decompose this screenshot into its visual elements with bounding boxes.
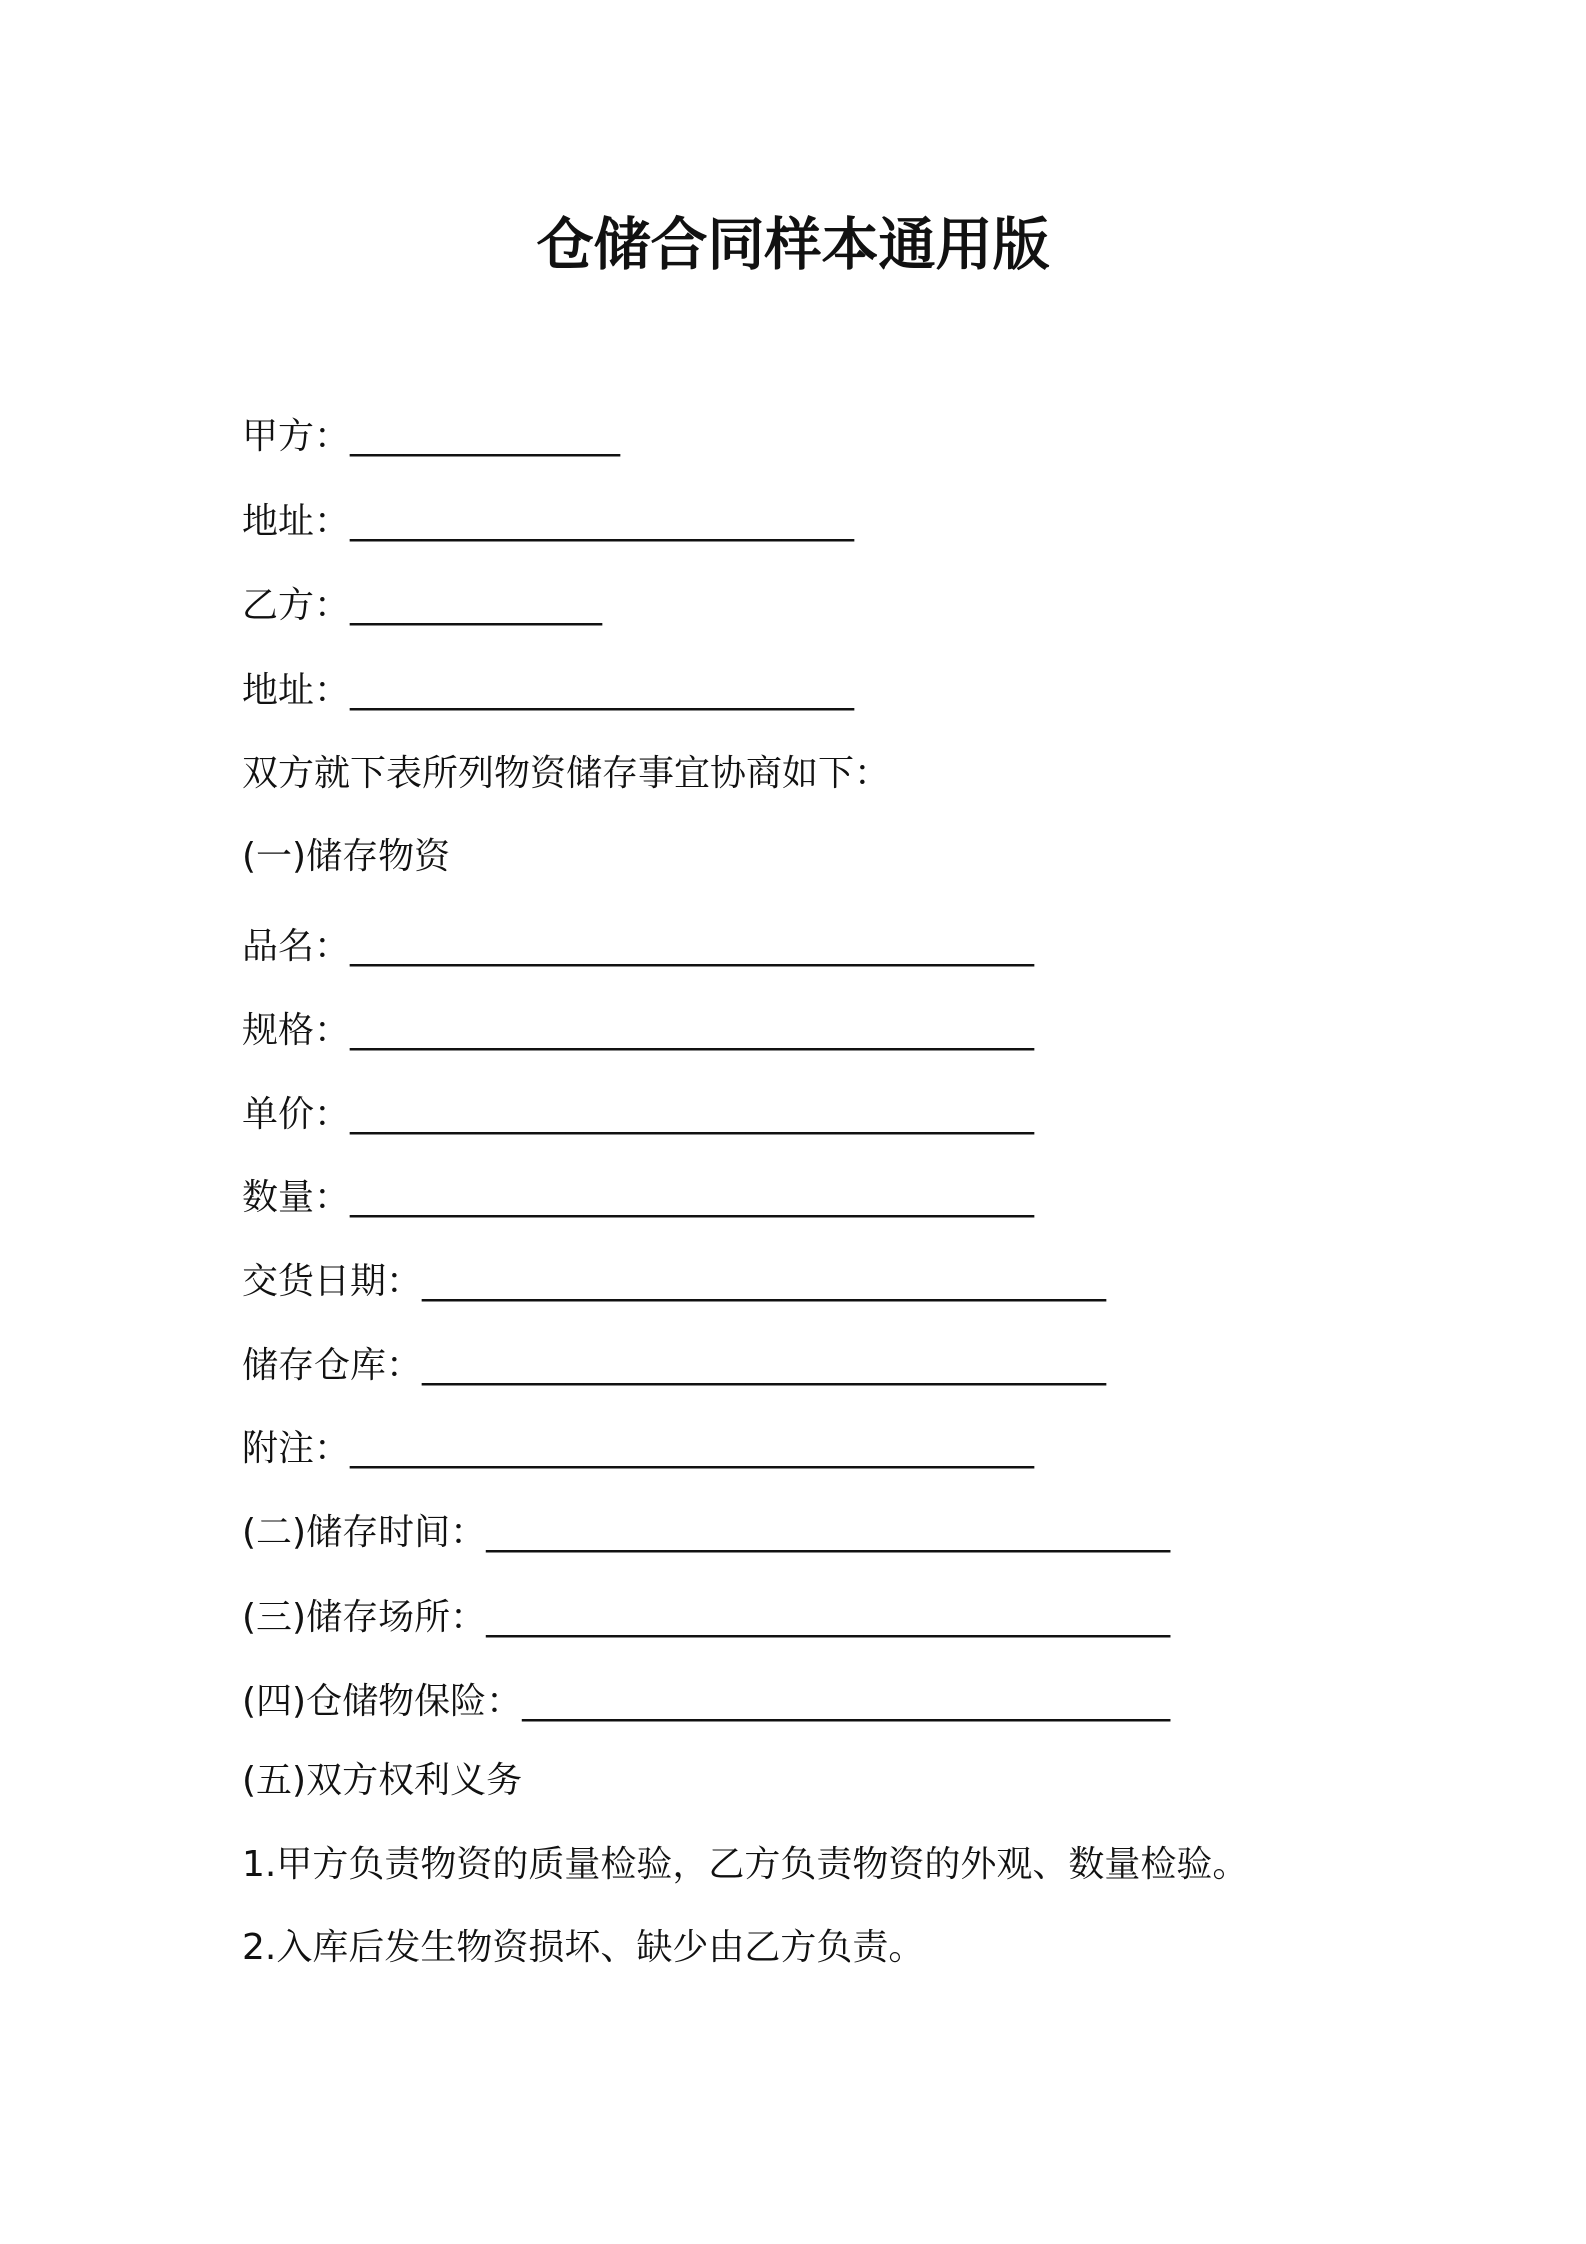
item-name-blank: ______________________________________ [350, 926, 1035, 967]
storage-time-label: (二)储存时间： [242, 1512, 487, 1553]
agreement-intro-line [242, 749, 890, 799]
item-name-label: 品名： [242, 926, 351, 967]
party-b-blank: ______________ [350, 585, 603, 626]
storage-place-line [242, 1593, 1170, 1643]
insurance-blank: ____________________________________ [522, 1681, 1171, 1722]
clause-2-text: 2.入库后发生物资损坏、缺少由乙方负责。 [242, 1927, 925, 1968]
party-b-label: 乙方： [242, 585, 351, 626]
party-a-label: 甲方： [242, 416, 351, 457]
party-b-address-label: 地址： [242, 670, 351, 711]
storage-place-label: (三)储存场所： [242, 1597, 487, 1638]
page-title: 仓储合同样本通用版 [536, 212, 1050, 278]
quantity-label: 数量： [242, 1177, 351, 1218]
unit-price-line [242, 1090, 1034, 1140]
clause-2 [242, 1923, 924, 1973]
delivery-date-line [242, 1257, 1106, 1307]
storage-place-blank: ______________________________________ [486, 1597, 1171, 1638]
section-5-heading-text: (五)双方权利义务 [242, 1760, 523, 1801]
warehouse-blank: ______________________________________ [422, 1345, 1107, 1386]
party-a-blank: _______________ [350, 416, 621, 457]
party-a-address-label: 地址： [242, 501, 351, 542]
quantity-blank: ______________________________________ [350, 1177, 1035, 1218]
section-5-heading [242, 1756, 522, 1806]
agreement-intro-text: 双方就下表所列物资储存事宜协商如下： [242, 753, 891, 794]
unit-price-label: 单价： [242, 1094, 351, 1135]
remarks-label: 附注： [242, 1428, 351, 1469]
party-b-line [242, 581, 602, 631]
clause-1 [242, 1840, 1248, 1890]
spec-line [242, 1006, 1034, 1056]
warehouse-line [242, 1341, 1106, 1391]
delivery-date-blank: ______________________________________ [422, 1261, 1107, 1302]
storage-time-blank: ______________________________________ [486, 1512, 1171, 1553]
party-b-address-line [242, 666, 854, 716]
delivery-date-label: 交货日期： [242, 1261, 423, 1302]
quantity-line [242, 1173, 1034, 1223]
party-a-line [242, 412, 620, 462]
insurance-line [242, 1677, 1170, 1727]
section-1-heading [242, 832, 450, 882]
remarks-blank: ______________________________________ [350, 1428, 1035, 1469]
insurance-label: (四)仓储物保险： [242, 1681, 523, 1722]
spec-blank: ______________________________________ [350, 1010, 1035, 1051]
storage-time-line [242, 1508, 1170, 1558]
item-name-line [242, 922, 1034, 972]
section-1-heading-text: (一)储存物资 [242, 836, 451, 877]
remarks-line [242, 1424, 1034, 1474]
unit-price-blank: ______________________________________ [350, 1094, 1035, 1135]
clause-1-text: 1.甲方负责物资的质量检验，乙方负责物资的外观、数量检验。 [242, 1844, 1249, 1885]
party-b-address-blank: ____________________________ [350, 670, 855, 711]
warehouse-label: 储存仓库： [242, 1345, 423, 1386]
spec-label: 规格： [242, 1010, 351, 1051]
party-a-address-line [242, 497, 854, 547]
party-a-address-blank: ____________________________ [350, 501, 855, 542]
